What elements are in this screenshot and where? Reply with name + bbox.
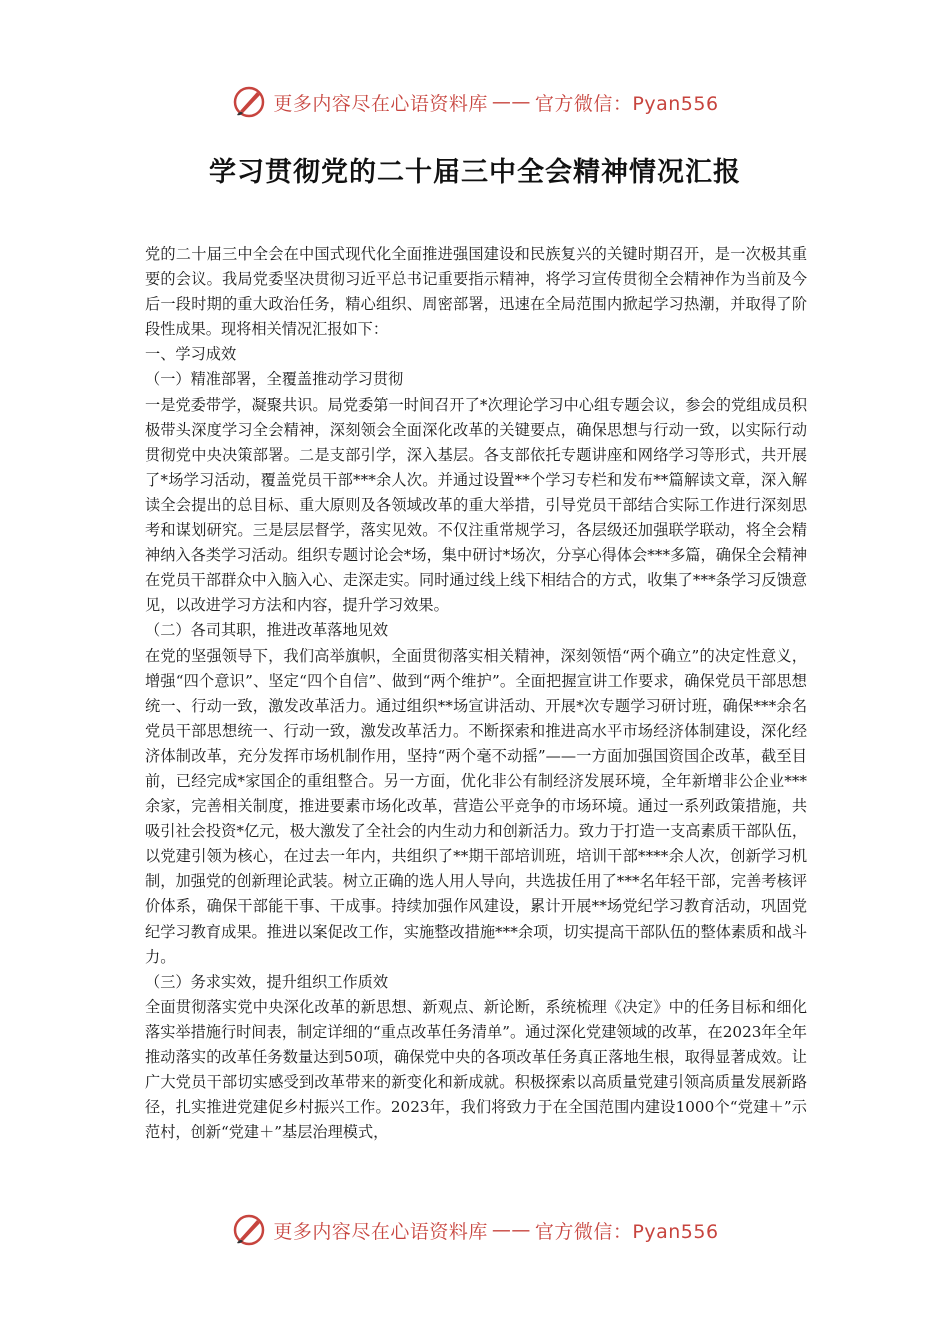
section-heading: 一、学习成效 [145, 345, 237, 364]
footer-watermark-banner [0, 1210, 950, 1250]
banner-separator: —— [491, 1219, 531, 1241]
banner-text: 更多内容尽在心语资料库 [273, 92, 488, 115]
brush-logo-icon [231, 84, 267, 120]
banner-separator: —— [491, 91, 531, 113]
subsection-heading: （三）务求实效，提升组织工作质效 [145, 972, 388, 991]
document-title: 学习贯彻党的二十届三中全会精神情况汇报 [209, 157, 741, 188]
body-paragraph: 全面贯彻落实党中央深化改革的新思想、新观点、新论断，系统梳理《决定》中的任务目标和细化落实举措施行时间表，制定详细的“重点改革任务清单”。通过深化党建领域的改革，在2023年全年推动落实的改革任务数量达到50项，确保党中央的各项改革任务真正落地生根，取得显著成效。让广大党员干部切实感受到改革带来的新变化和新成就。积极探索以高质量党建引领高质量发展新路径，扎实推进党建促乡村振兴工作。2023年，我们将致力于在全国范围内建设1000个“党建＋”示范村，创新“党建＋”基层治理模式， [145, 997, 807, 1142]
body-paragraph: 一是党委带学，凝聚共识。局党委第一时间召开了*次理论学习中心组专题会议，参会的党组成员积极带头深度学习全会精神，深刻领会全面深化改革的关键要点，确保思想与行动一致，以实际行动贯彻党中央决策部署。二是支部引学，深入基层。各支部依托专题讲座和网络学习等形式，共开展了*场学习活动，覆盖党员干部***余人次。并通过设置**个学习专栏和发布**篇解读文章，深入解读全会提出的总目标、重大原则及各领域改革的重大举措，引导党员干部结合实际工作进行深刻思考和谋划研究。三是层层督学，落实见效。不仅注重常规学习，各层级还加强联学联动，将全会精神纳入各类学习活动。组织专题讨论会*场，集中研讨*场次，分享心得体会***多篇，确保全会精神在党员干部群众中入脑入心、走深走实。同时通过线上线下相结合的方式，收集了***条学习反馈意见，以改进学习方法和内容，提升学习效果。 [145, 395, 807, 615]
subsection-heading: （一）精准部署，全覆盖推动学习贯彻 [145, 370, 404, 389]
banner-contact: 官方微信：Pyan556 [534, 1220, 719, 1243]
body-paragraph: 在党的坚强领导下，我们高举旗帜，全面贯彻落实相关精神，深刻领悟“两个确立”的决定性意义，增强“四个意识”、坚定“四个自信”、做到“两个维护”。全面把握宣讲工作要求，确保党员干部思想统一、行动一致，激发改革活力。通过组织**场宣讲活动、开展*次专题学习研讨班，确保***余名党员干部思想统一、行动一致，激发改革活力。不断探索和推进高水平市场经济体制建设，深化经济体制改革，充分发挥市场机制作用，坚持“两个毫不动摇”——一方面加强国资国企改革，截至目前，已经完成*家国企的重组整合。另一方面，优化非公有制经济发展环境，全年新增非公企业***余家，完善相关制度，推进要素市场化改革，营造公平竞争的市场环境。通过一系列政策措施，共吸引社会投资*亿元，极大激发了全社会的内生动力和创新活力。致力于打造一支高素质干部队伍，以党建引领为核心，在过去一年内，共组织了**期干部培训班，培训干部****余人次，创新学习机制，加强党的创新理论武装。树立正确的选人用人导向，共选拔任用了***名年轻干部，完善考核评价体系，确保干部能干事、干成事。持续加强作风建设，累计开展**场党纪学习教育活动，巩固党纪学习教育成果。推进以案促改工作，实施整改措施***余项，切实提高干部队伍的整体素质和战斗力。 [145, 646, 807, 966]
subsection-heading: （二）各司其职，推进改革落地见效 [145, 621, 388, 640]
banner-contact: 官方微信：Pyan556 [534, 92, 719, 115]
document-body [145, 242, 807, 1145]
intro-paragraph: 党的二十届三中全会在中国式现代化全面推进强国建设和民族复兴的关键时期召开，是一次极其重要的会议。我局党委坚决贯彻习近平总书记重要指示精神，将学习宣传贯彻全会精神作为当前及今后一段时期的重大政治任务，精心组织、周密部署，迅速在全局范围内掀起学习热潮，并取得了阶段性成果。现将相关情况汇报如下： [145, 245, 807, 339]
brush-logo-icon [231, 1212, 267, 1248]
header-watermark-banner [0, 82, 950, 122]
banner-text: 更多内容尽在心语资料库 [273, 1220, 488, 1243]
